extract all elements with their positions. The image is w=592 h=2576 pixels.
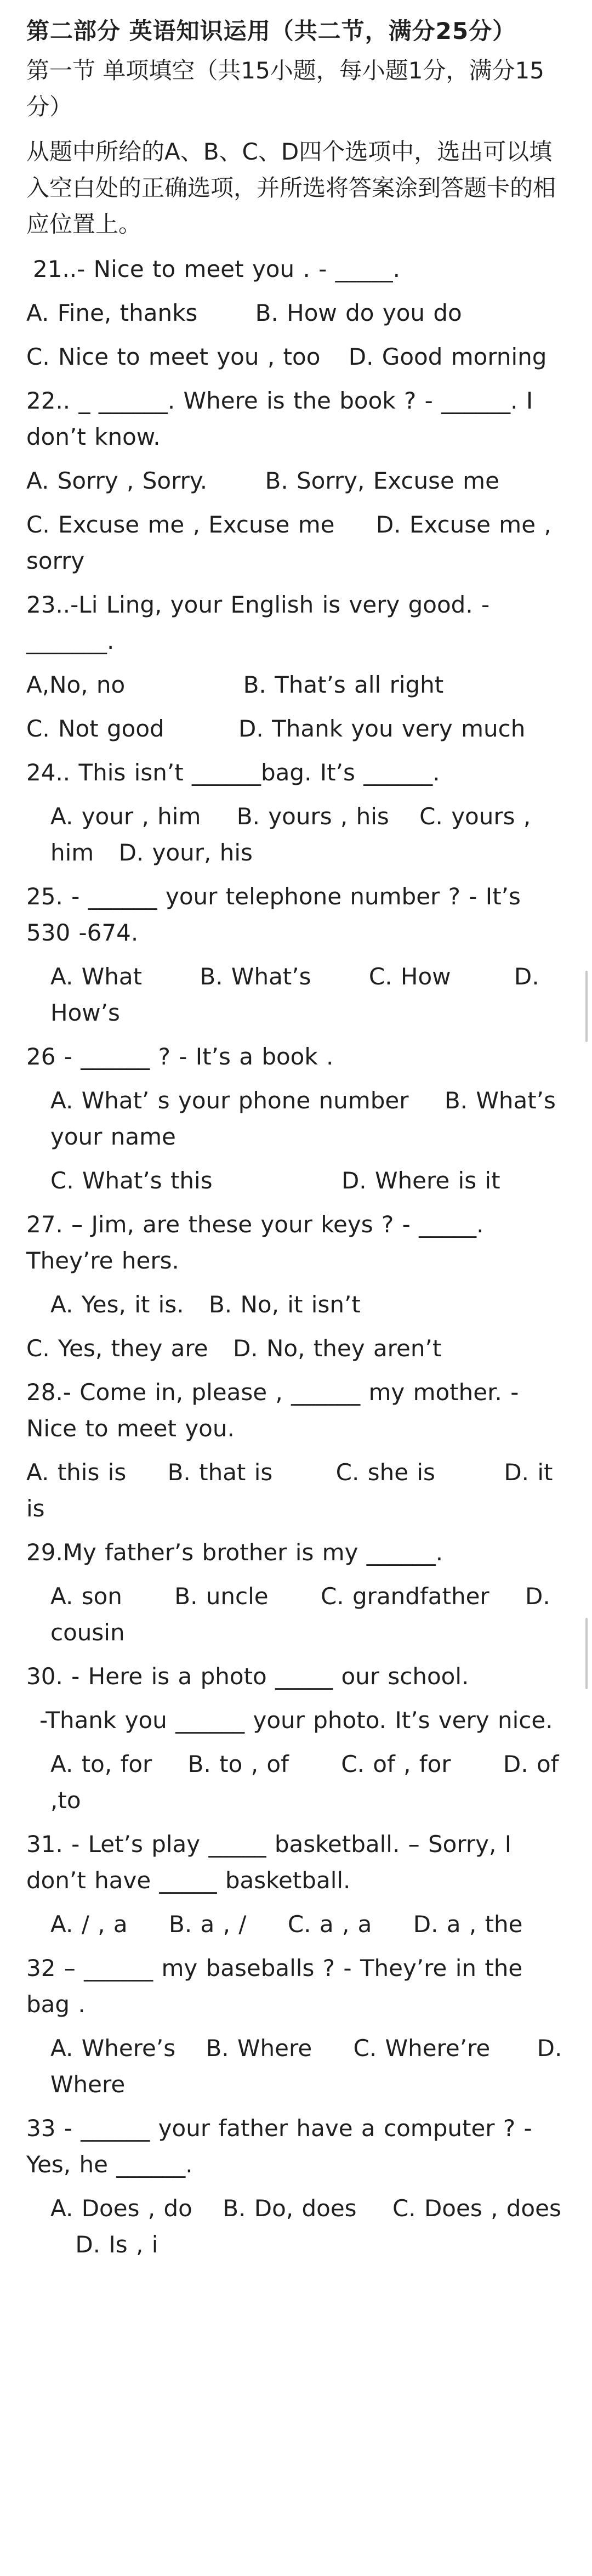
option-c: C. she is xyxy=(335,1459,435,1486)
option-c: C. How xyxy=(368,963,451,990)
option-c: C. of , for xyxy=(341,1751,451,1777)
option-b: B. No, it isn’t xyxy=(208,1291,361,1318)
option-c: C. grandfather xyxy=(320,1583,489,1610)
option-c: C. Yes, they are xyxy=(26,1335,208,1362)
option-d: D. Excuse me , sorry xyxy=(26,511,551,574)
option-d: D. Is , i xyxy=(75,2231,158,2258)
question-stem: 21..- Nice to meet you . - _____. xyxy=(33,256,401,282)
option-c: C. Excuse me , Excuse me xyxy=(26,511,335,538)
question-stem: 31. - Let’s play _____ basketball. – Sorry, I don’t have _____ basketball. xyxy=(26,1831,512,1894)
question-stem: 28.- Come in, please , ______ my mother. - Nice to meet you. xyxy=(26,1379,519,1442)
question-stem: 32 – ______ my baseballs ? - They’re in the bag . xyxy=(26,1955,523,2018)
option-a: A. Fine, thanks xyxy=(26,299,198,326)
option-c: C. yours , him xyxy=(50,803,531,866)
option-a: A,No, no xyxy=(26,671,126,698)
option-row xyxy=(26,2030,566,2103)
option-row xyxy=(26,959,566,1031)
question-stem: 23..-Li Ling, your English is very good. -_______. xyxy=(26,591,490,654)
part-title: 第二部分 英语知识运用（共二节，满分25分） xyxy=(26,18,516,44)
option-a: A. Sorry , Sorry. xyxy=(26,467,208,494)
option-a: A. / , a xyxy=(50,1911,128,1938)
option-row xyxy=(26,1287,566,1323)
option-b: B. Sorry, Excuse me xyxy=(265,467,499,494)
option-c: C. Nice to meet you , too xyxy=(26,343,321,370)
option-b: B. to , of xyxy=(187,1751,289,1777)
option-c: C. Not good xyxy=(26,715,164,742)
scrollbar-thumb[interactable] xyxy=(585,971,588,1042)
option-b: B. a , / xyxy=(169,1911,247,1938)
option-d: D. Good morning xyxy=(348,343,547,370)
option-a: A. son xyxy=(50,1583,122,1610)
option-d: D. Where xyxy=(50,2035,562,2098)
option-d: D. it is xyxy=(26,1459,553,1522)
question-response: -Thank you ______ your photo. It’s very nice. xyxy=(39,1707,553,1734)
question-stem: 27. – Jim, are these your keys ? - _____. They’re hers. xyxy=(26,1211,484,1274)
option-b: B. uncle xyxy=(174,1583,269,1610)
question-stem: 30. - Here is a photo _____ our school. xyxy=(26,1663,469,1690)
question-stem: 24.. This isn’t ______bag. It’s ______. xyxy=(26,759,440,786)
option-b: B. yours , his xyxy=(236,803,389,830)
option-b: B. Where xyxy=(206,2035,312,2062)
question-stem: 29.My father’s brother is my ______. xyxy=(26,1539,443,1566)
option-d: D. Thank you very much xyxy=(238,715,526,742)
option-c: C. Does , does xyxy=(392,2195,561,2222)
option-row xyxy=(26,1454,566,1527)
option-row xyxy=(26,667,566,703)
option-row xyxy=(26,1906,566,1943)
option-a: A. Does , do xyxy=(50,2195,192,2222)
option-row xyxy=(26,711,566,747)
option-a: A. Where’s xyxy=(50,2035,176,2062)
option-row xyxy=(26,799,566,871)
option-a: A. to, for xyxy=(50,1751,152,1777)
option-row xyxy=(26,1746,566,1819)
question-stem: 22.. _ ______. Where is the book ? - ______. I don’t know. xyxy=(26,387,533,450)
option-d: D. a , the xyxy=(413,1911,523,1938)
option-b: B. that is xyxy=(167,1459,273,1486)
option-b: B. What’s xyxy=(200,963,311,990)
option-a: A. What’ s your phone number xyxy=(50,1087,409,1114)
section-title: 第一节 单项填空（共15小题，每小题1分，满分15分） xyxy=(26,57,544,120)
option-d: D. Where is it xyxy=(341,1167,500,1194)
option-c: C. a , a xyxy=(287,1911,372,1938)
question-stem: 33 - ______ your father have a computer ? - Yes, he ______. xyxy=(26,2115,532,2178)
option-a: A. your , him xyxy=(50,803,201,830)
question-stem: 25. - ______ your telephone number ? - It’s 530 -674. xyxy=(26,883,521,946)
option-d: D. How’s xyxy=(50,963,539,1026)
option-a: A. Yes, it is. xyxy=(50,1291,184,1318)
option-row xyxy=(26,1083,566,1155)
instruction-text: 从题中所给的A、B、C、D四个选项中，选出可以填入空白处的正确选项，并所选将答案涂到答题卡的相应位置上。 xyxy=(26,138,556,237)
option-row xyxy=(26,2190,566,2263)
option-b: B. Do, does xyxy=(223,2195,357,2222)
option-row xyxy=(26,1578,566,1651)
option-row xyxy=(26,339,566,375)
option-row xyxy=(26,1163,566,1199)
option-d: D. cousin xyxy=(50,1583,550,1646)
option-b: B. What’s your name xyxy=(50,1087,556,1150)
option-d: D. No, they aren’t xyxy=(232,1335,442,1362)
option-row xyxy=(26,295,566,331)
option-a: A. What xyxy=(50,963,143,990)
option-d: D. your, his xyxy=(118,839,253,866)
scrollbar-thumb[interactable] xyxy=(585,1618,588,1689)
option-row xyxy=(26,463,566,499)
option-c: C. What’s this xyxy=(50,1167,213,1194)
option-row xyxy=(26,507,566,579)
option-a: A. this is xyxy=(26,1459,127,1486)
option-d: D. of ,to xyxy=(50,1751,559,1814)
option-b: B. How do you do xyxy=(255,299,462,326)
option-row xyxy=(26,1331,566,1367)
question-stem: 26 - ______ ? - It’s a book . xyxy=(26,1043,334,1070)
option-c: C. Where’re xyxy=(353,2035,491,2062)
option-b: B. That’s all right xyxy=(243,671,444,698)
